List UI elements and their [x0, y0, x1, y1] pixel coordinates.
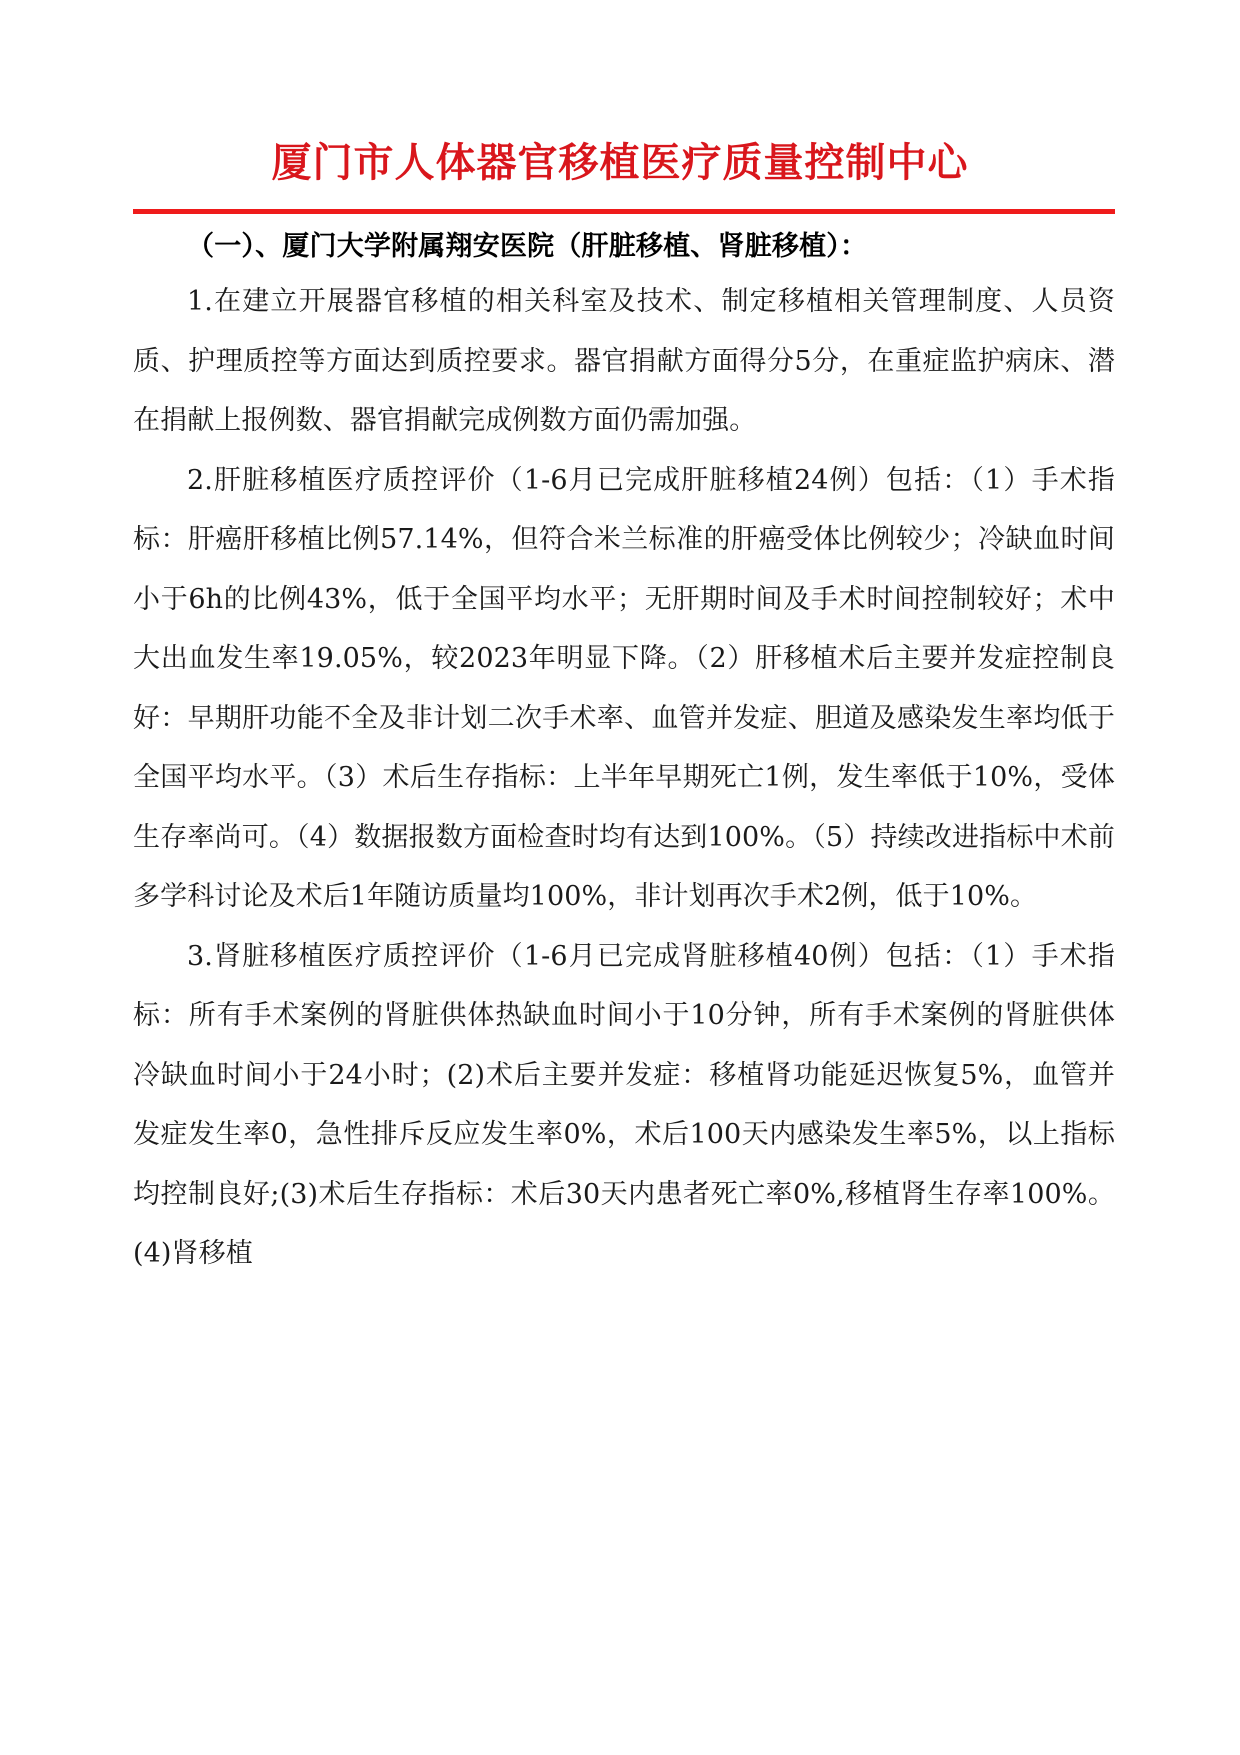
document-body [133, 221, 1115, 1284]
body-paragraph-2: 2.肝脏移植医疗质控评价（1-6月已完成肝脏移植24例）包括：（1）手术指标：肝癌肝移植比例57.14%，但符合米兰标准的肝癌受体比例较少；冷缺血时间小于6h的比例43%，低于全国平均水平；无肝期时间及手术时间控制较好；术中大出血发生率19.05%，较2023年明显下降。（2）肝移植术后主要并发症控制良好：早期肝功能不全及非计划二次手术率、血管并发症、胆道及感染发生率均低于全国平均水平。（3）术后生存指标：上半年早期死亡1例，发生率低于10%，受体生存率尚可。（4）数据报数方面检查时均有达到100%。（5）持续改进指标中术前多学科讨论及术后1年随访质量均100%，非计划再次手术2例，低于10%。 [133, 464, 1115, 912]
title-divider-rule [133, 209, 1115, 214]
section-heading: （一）、厦门大学附属翔安医院（肝脏移植、肾脏移植）： [187, 231, 868, 262]
body-paragraph-1: 1.在建立开展器官移植的相关科室及技术、制定移植相关管理制度、人员资质、护理质控等方面达到质控要求。器官捐献方面得分5分，在重症监护病床、潜在捐献上报例数、器官捐献完成例数方面仍需加强。 [133, 286, 1115, 436]
document-title: 厦门市人体器官移植医疗质量控制中心 [271, 139, 969, 186]
body-paragraph-3: 3.肾脏移植医疗质控评价（1-6月已完成肾脏移植40例）包括：（1）手术指标：所有手术案例的肾脏供体热缺血时间小于10分钟，所有手术案例的肾脏供体冷缺血时间小于24小时；(2)术后主要并发症：移植肾功能延迟恢复5%，血管并发症发生率0，急性排斥反应发生率0%，术后100天内感染发生率5%，以上指标均控制良好;(3)术后生存指标：术后30天内患者死亡率0%,移植肾生存率100%。(4)肾移植 [133, 940, 1115, 1269]
